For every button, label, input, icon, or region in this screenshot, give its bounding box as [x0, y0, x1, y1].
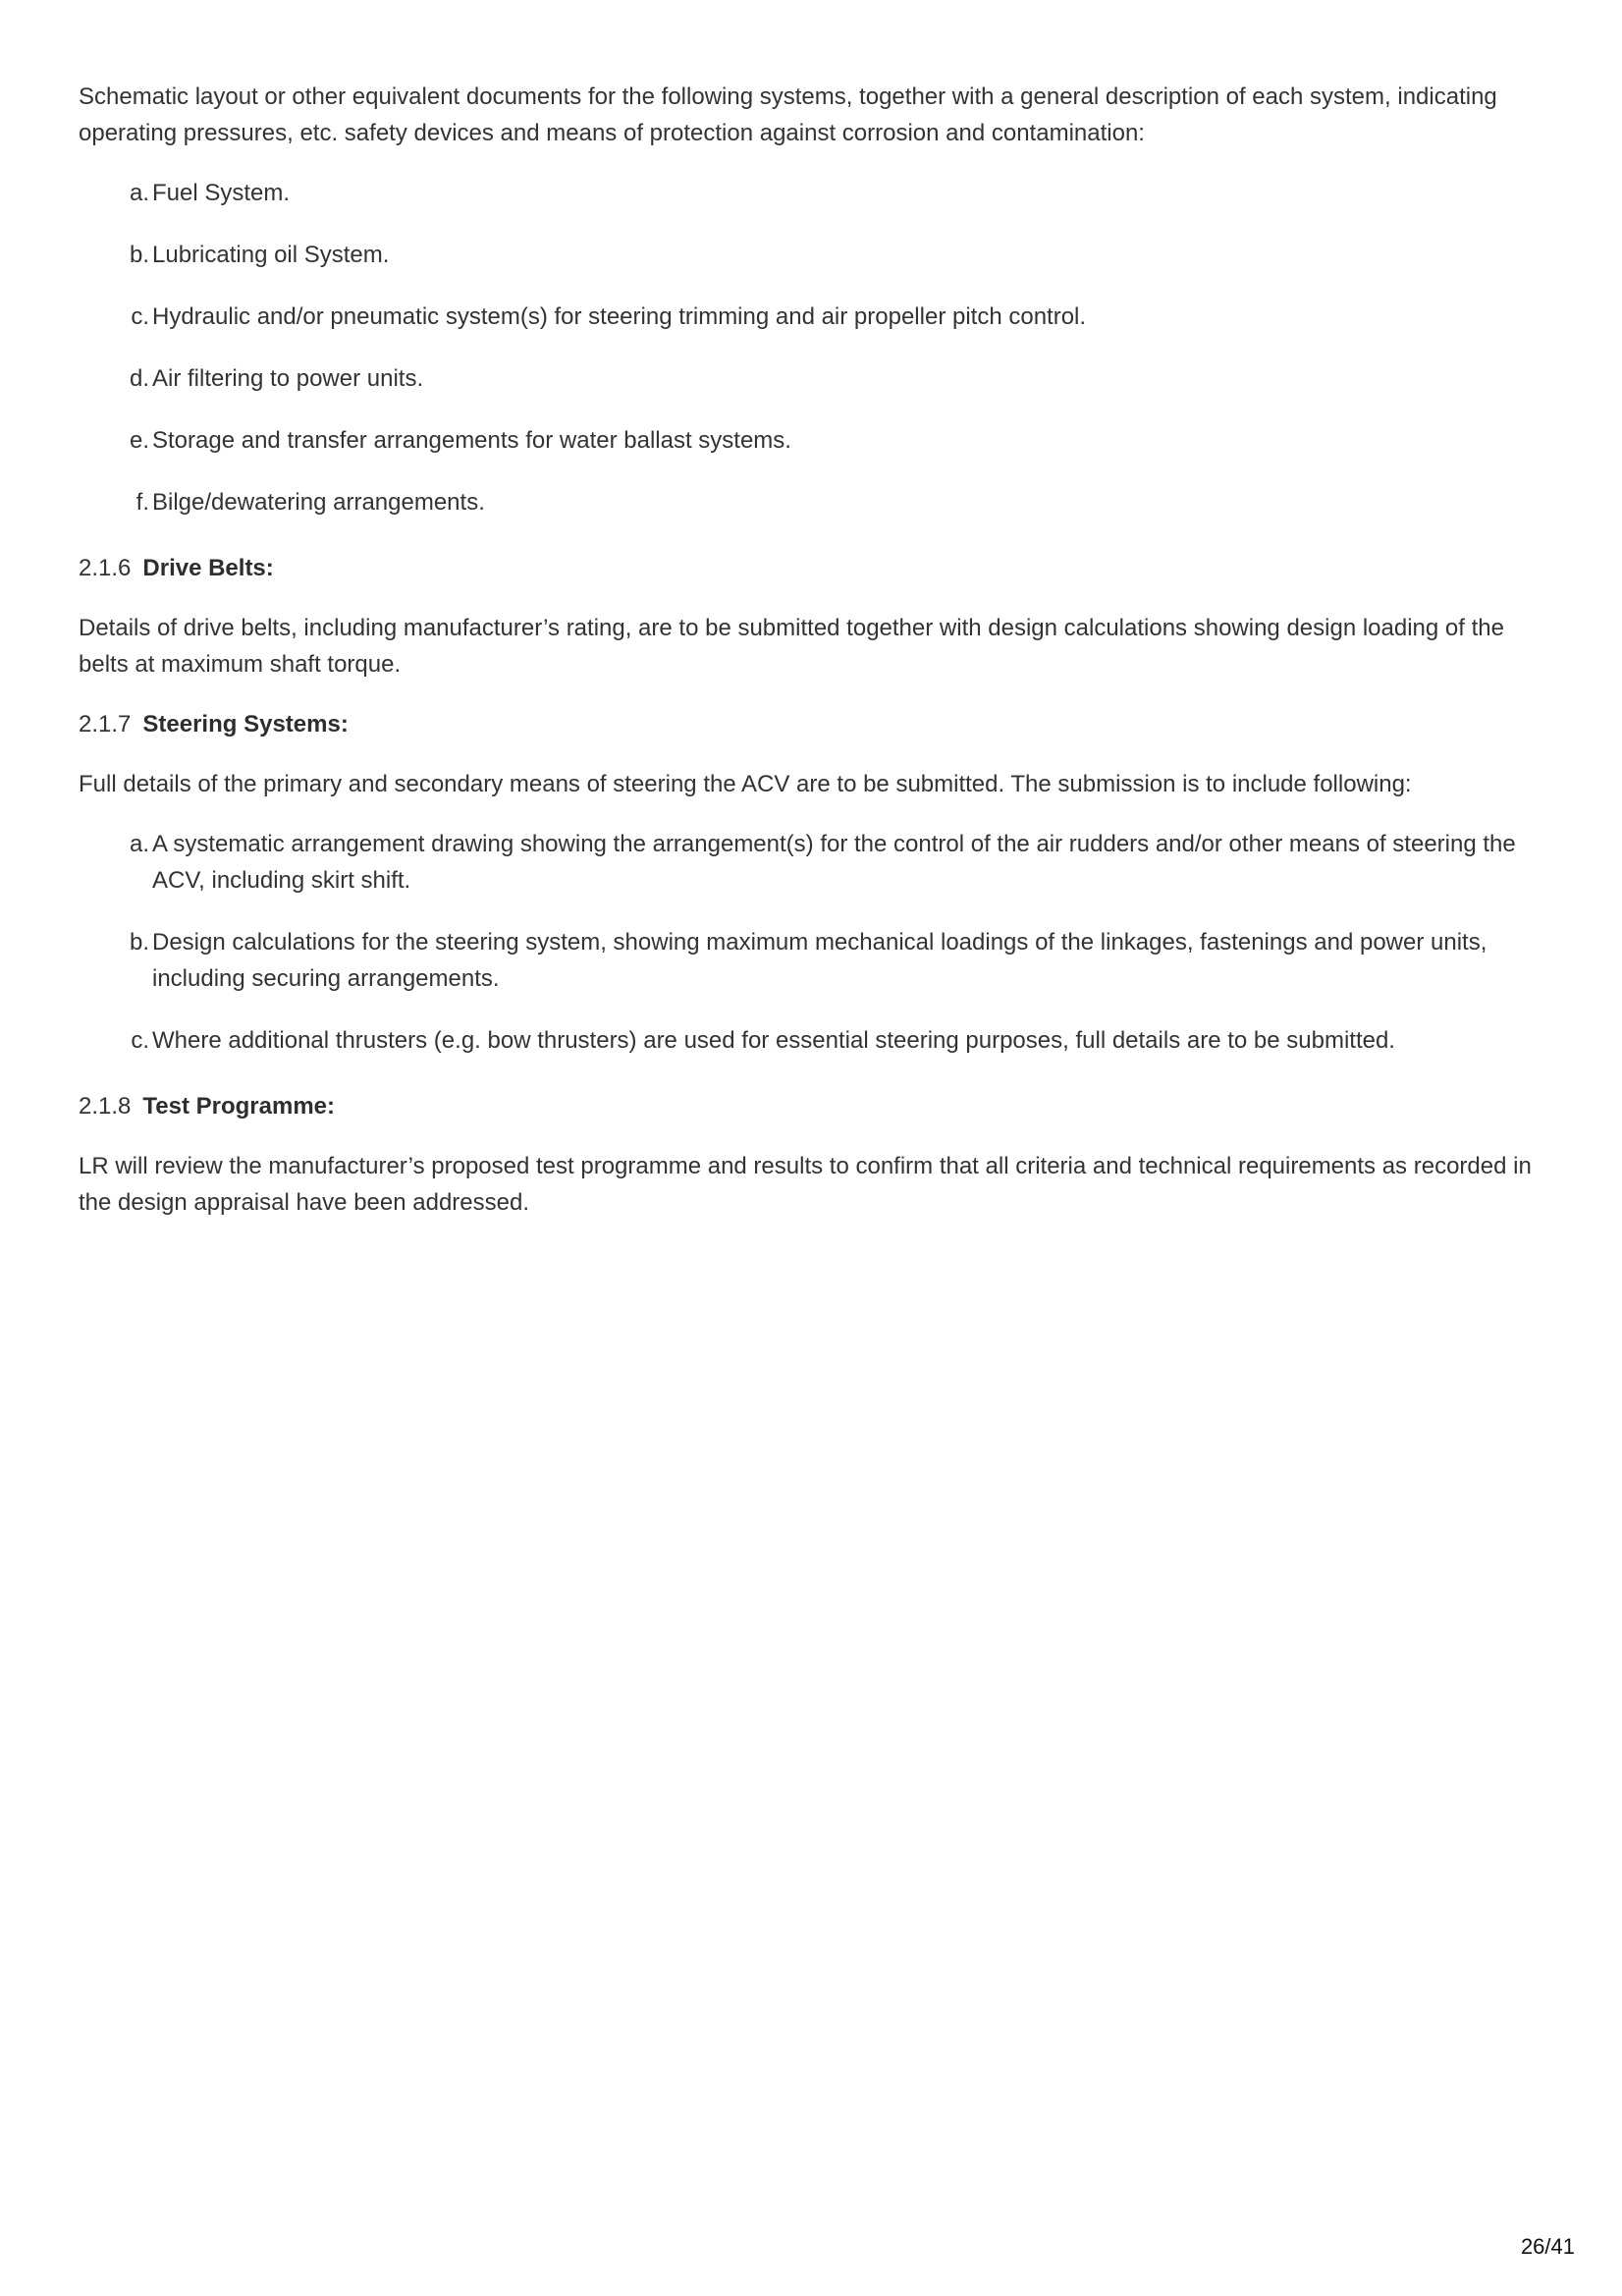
- list-marker: d.: [129, 365, 149, 392]
- steering-list: [79, 826, 1551, 1059]
- systems-list: [79, 175, 1551, 520]
- section-heading-test-programme: [79, 1088, 1551, 1124]
- list-marker: f.: [135, 489, 149, 516]
- list-item-text: Where additional thrusters (e.g. bow thrusters) are used for essential steering purposes, full details are to be submitted.: [152, 1027, 1395, 1054]
- document-page: [79, 79, 1551, 1244]
- section-heading-drive-belts: [79, 550, 1551, 586]
- list-item: [79, 924, 1551, 997]
- list-marker: b.: [129, 929, 149, 956]
- section-title: Drive Belts:: [142, 555, 274, 581]
- section-title: Test Programme:: [142, 1093, 335, 1120]
- section-title: Steering Systems:: [142, 711, 349, 738]
- list-item: [79, 484, 1551, 520]
- list-marker: c.: [131, 303, 149, 330]
- section-number: 2.1.8: [79, 1093, 132, 1120]
- list-item: [79, 299, 1551, 335]
- list-marker: b.: [129, 242, 149, 268]
- list-item: [79, 1022, 1551, 1059]
- section-number: 2.1.6: [79, 555, 132, 581]
- list-marker: a.: [129, 180, 149, 206]
- list-item-text: Design calculations for the steering system, showing maximum mechanical loadings of the linkages, fastenings and power units, including securing arrangements.: [152, 929, 1487, 992]
- list-marker: e.: [129, 427, 149, 454]
- list-marker: c.: [131, 1027, 149, 1054]
- list-item-text: Hydraulic and/or pneumatic system(s) for steering trimming and air propeller pitch control.: [152, 303, 1087, 330]
- list-item: [79, 237, 1551, 273]
- page-number: 26/41: [1520, 2234, 1575, 2259]
- list-marker: a.: [129, 831, 149, 857]
- list-item-text: A systematic arrangement drawing showing the arrangement(s) for the control of the air rudders and/or other means of steering the ACV, including skirt shift.: [152, 831, 1516, 894]
- list-item: [79, 826, 1551, 899]
- list-item: [79, 360, 1551, 397]
- test-programme-paragraph: LR will review the manufacturer’s proposed test programme and results to confirm that all criteria and technical requirements as recorded in the design appraisal have been addressed.: [79, 1153, 1532, 1216]
- drive-belts-paragraph: Details of drive belts, including manufacturer’s rating, are to be submitted together with design calculations showing design loading of the belts at maximum shaft torque.: [79, 615, 1504, 678]
- section-number: 2.1.7: [79, 711, 132, 738]
- list-item-text: Lubricating oil System.: [152, 242, 390, 268]
- list-item-text: Air filtering to power units.: [152, 365, 424, 392]
- list-item: [79, 422, 1551, 459]
- list-item-text: Fuel System.: [152, 180, 291, 206]
- list-item: [79, 175, 1551, 211]
- list-item-text: Bilge/dewatering arrangements.: [152, 489, 485, 516]
- intro-paragraph: Schematic layout or other equivalent documents for the following systems, together with a general description of each system, indicating operating pressures, etc. safety devices and means of protection against corrosion and contamination:: [79, 83, 1497, 146]
- list-item-text: Storage and transfer arrangements for water ballast systems.: [152, 427, 791, 454]
- section-heading-steering-systems: [79, 706, 1551, 742]
- steering-systems-paragraph: Full details of the primary and secondary means of steering the ACV are to be submitted. The submission is to include following:: [79, 771, 1412, 797]
